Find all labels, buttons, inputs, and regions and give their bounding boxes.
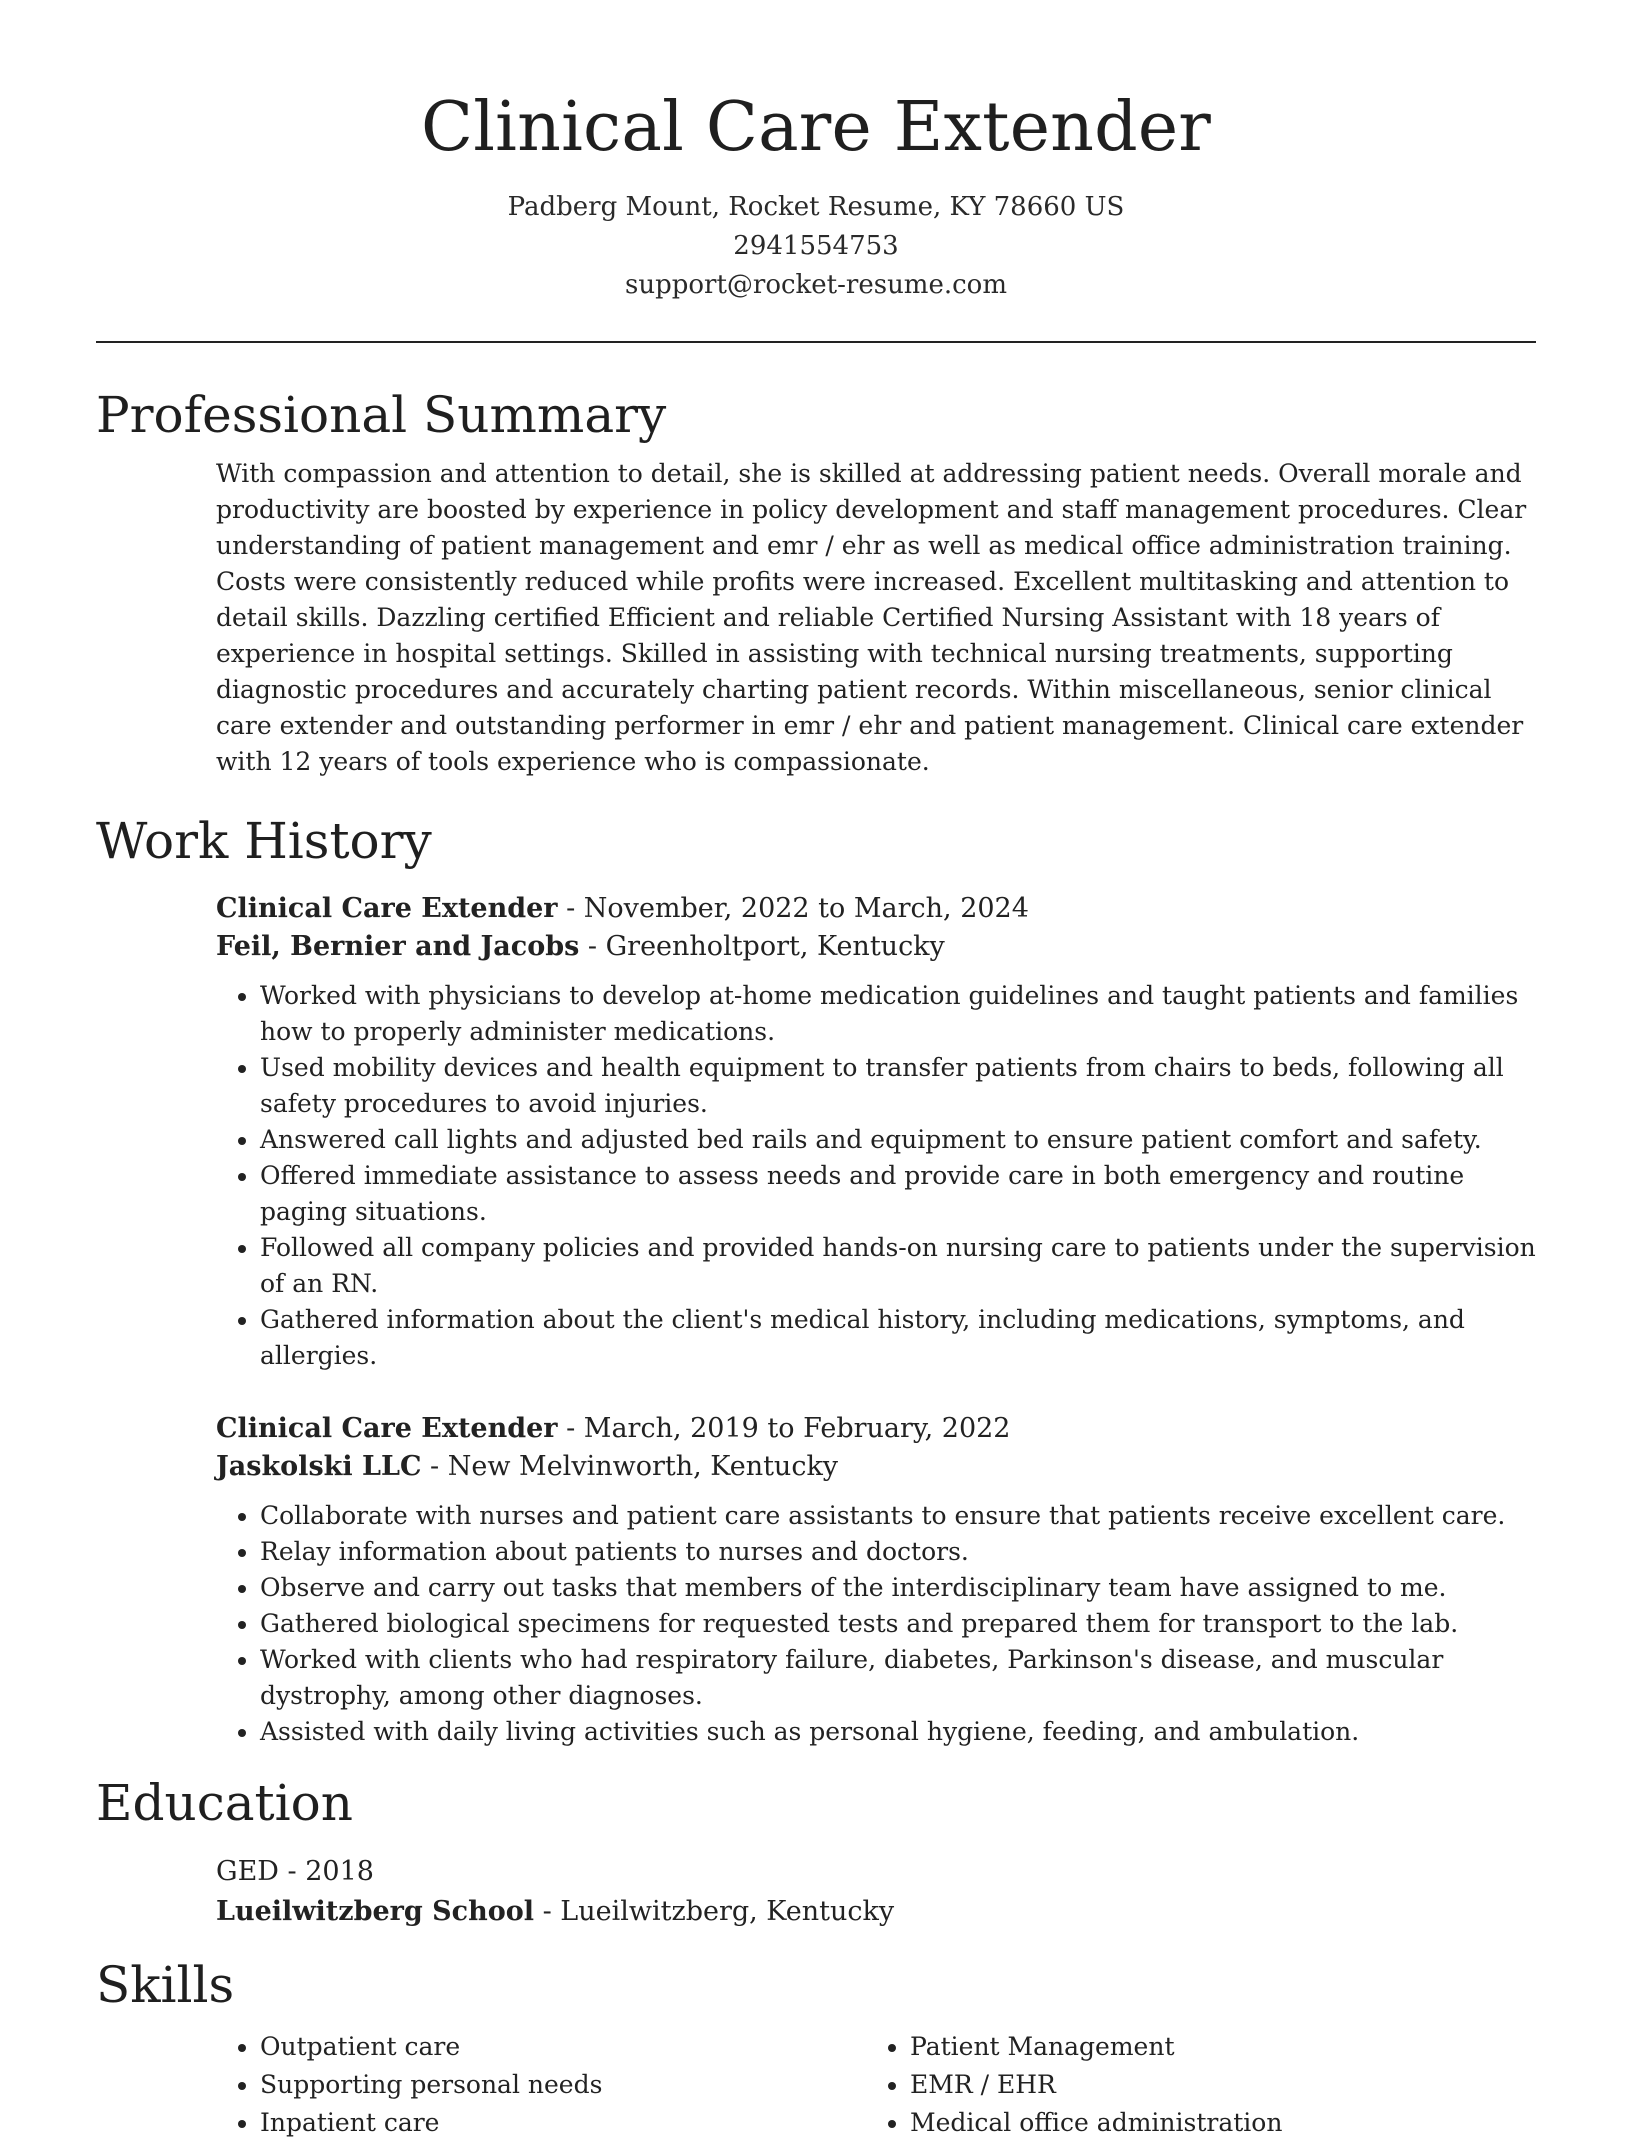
skill-item: • Patient Management <box>910 2028 1516 2066</box>
school-name: Lueilwitzberg School <box>216 1896 535 1927</box>
skills-column-right <box>866 2028 1516 2142</box>
work-history-body <box>216 890 1536 1750</box>
summary-body <box>216 456 1536 780</box>
skills-body <box>216 2028 1536 2142</box>
job-bullet: • Used mobility devices and health equipment to transfer patients from chairs to beds, following all safety procedures to avoid injuries. <box>260 1050 1536 1122</box>
job-entry <box>216 1410 1536 1750</box>
summary-section <box>96 380 1536 780</box>
skill-item: • Outpatient care <box>260 2028 866 2066</box>
job-bullet: • Observe and carry out tasks that members of the interdisciplinary team have assigned to me. <box>260 1570 1536 1606</box>
school-line <box>216 1892 1536 1932</box>
job-company-line <box>216 928 1536 966</box>
resume-content <box>96 380 1536 2142</box>
skill-item: • Medical office administration <box>910 2104 1516 2142</box>
job-bullet: • Gathered biological specimens for requested tests and prepared them for transport to the lab. <box>260 1606 1536 1642</box>
candidate-name: Clinical Care Extender <box>420 88 1212 167</box>
job-title-line <box>216 890 1536 928</box>
job-dates: - November, 2022 to March, 2024 <box>557 893 1029 924</box>
job-bullet: • Relay information about patients to nurses and doctors. <box>260 1534 1536 1570</box>
skills-column-left <box>216 2028 866 2142</box>
header-divider <box>96 341 1536 343</box>
job-dates: - March, 2019 to February, 2022 <box>557 1413 1011 1444</box>
job-title-line <box>216 1410 1536 1448</box>
summary-text: With compassion and attention to detail, she is skilled at addressing patient needs. Overall morale and productivity are boosted by experience in policy development and staff management procedures. Clear understanding of patient management and emr / ehr as well as medical office administration training. Costs were consistently reduced while profits were increased. Excellent multitasking and attention to detail skills. Dazzling certified Efficient and reliable Certified Nursing Assistant with 18 years of experience in hospital settings. Skilled in assisting with technical nursing treatments, supporting diagnostic procedures and accurately charting patient records. Within miscellaneous, senior clinical care extender and outstanding performer in emr / ehr and patient management. Clinical care extender with 12 years of tools experience who is compassionate. <box>216 459 1527 776</box>
job-bullets <box>216 978 1536 1374</box>
skill-item: • Supporting personal needs <box>260 2066 866 2104</box>
job-location: - Greenholtport, Kentucky <box>579 931 945 962</box>
education-body <box>216 1852 1536 1932</box>
education-section <box>96 1768 1536 1932</box>
graduation-year: - 2018 <box>278 1856 374 1887</box>
job-bullet: • Gathered information about the client's medical history, including medications, symptoms, and allergies. <box>260 1302 1536 1374</box>
job-bullets <box>216 1498 1536 1750</box>
job-entry <box>216 890 1536 1374</box>
job-role: Clinical Care Extender <box>216 1413 558 1444</box>
job-bullet: • Worked with physicians to develop at-home medication guidelines and taught patients and families how to properly administer medications. <box>260 978 1536 1050</box>
skills-heading: Skills <box>96 1956 235 2014</box>
skill-item: • EMR / EHR <box>910 2066 1516 2104</box>
degree: GED <box>216 1856 279 1887</box>
contact-info <box>96 188 1536 305</box>
address: Padberg Mount, Rocket Resume, KY 78660 US <box>507 192 1125 222</box>
phone-number: 2941554753 <box>733 231 899 261</box>
job-bullet: • Followed all company policies and provided hands-on nursing care to patients under the supervision of an RN. <box>260 1230 1536 1302</box>
job-bullet: • Collaborate with nurses and patient care assistants to ensure that patients receive excellent care. <box>260 1498 1536 1534</box>
job-company: Jaskolski LLC <box>216 1451 422 1482</box>
summary-heading: Professional Summary <box>96 386 667 444</box>
skills-grid <box>216 2028 1536 2142</box>
job-bullet: • Answered call lights and adjusted bed rails and equipment to ensure patient comfort and safety. <box>260 1122 1536 1158</box>
job-location: - New Melvinworth, Kentucky <box>421 1451 839 1482</box>
job-bullet: • Offered immediate assistance to assess needs and provide care in both emergency and routine paging situations. <box>260 1158 1536 1230</box>
job-company-line <box>216 1448 1536 1486</box>
work-history-section <box>96 806 1536 1750</box>
skills-section <box>96 1950 1536 2142</box>
school-location: - Lueilwitzberg, Kentucky <box>534 1896 895 1927</box>
job-bullet: • Worked with clients who had respiratory failure, diabetes, Parkinson's disease, and muscular dystrophy, among other diagnoses. <box>260 1642 1536 1714</box>
email-address: support@rocket-resume.com <box>624 270 1007 300</box>
education-heading: Education <box>96 1774 353 1832</box>
job-role: Clinical Care Extender <box>216 893 558 924</box>
job-bullet: • Assisted with daily living activities such as personal hygiene, feeding, and ambulation. <box>260 1714 1536 1750</box>
job-company: Feil, Bernier and Jacobs <box>216 931 580 962</box>
resume-header <box>96 80 1536 305</box>
skill-item: • Inpatient care <box>260 2104 866 2142</box>
degree-line <box>216 1852 1536 1892</box>
work-history-heading: Work History <box>96 812 432 870</box>
